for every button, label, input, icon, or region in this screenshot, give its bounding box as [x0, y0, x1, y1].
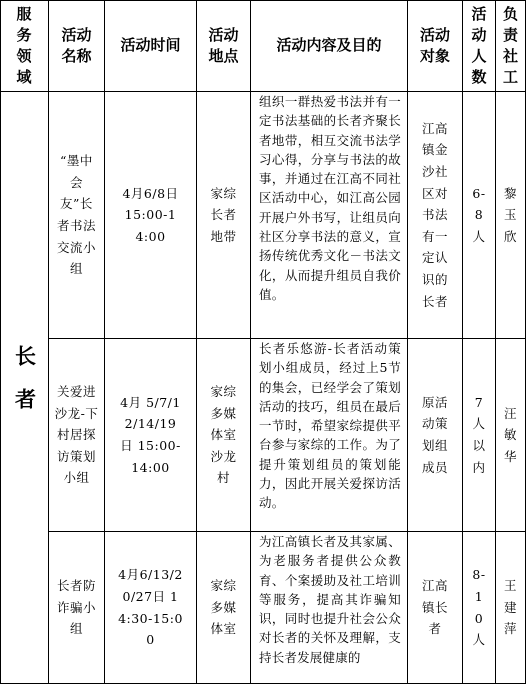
- row2-place: 家综多媒体室沙龙村: [210, 384, 237, 486]
- row1-worker: 黎玉欣: [503, 185, 517, 244]
- header-name: 活动名称: [61, 25, 92, 65]
- row3-time: 4月6/13/20/27日 14:30-15:00: [118, 567, 183, 648]
- row2-target: 原活动策划组成员: [421, 394, 448, 475]
- row3-worker: 王建萍: [503, 578, 517, 637]
- row3-count: 8-10人: [472, 567, 486, 648]
- header-domain: 服务领域: [16, 4, 32, 86]
- row1-place: 家综长者地带: [210, 185, 237, 244]
- header-worker: 负责社工: [502, 4, 518, 86]
- row3-place: 家综多媒体室: [210, 578, 237, 637]
- header-time: 活动时间: [120, 36, 181, 54]
- row2-content: 长者乐悠游-长者活动策划小组成员，经过上5节的集会，已经学会了策划活动的技巧，组员在最后一节时，希望家综提供平台参与家综的工作。为了提升策划组员的策划能力，因此开展关爱探访活动。: [259, 341, 401, 511]
- domain-cell: [1, 92, 48, 683]
- row3-content: 为江高镇长者及其家属、为老服务者提供公众教育、个案援助及社工培训等服务，提高其诈骗知识，同时也提升社会公众对长者的关怀及理解，支持长者发展健康的: [259, 534, 401, 665]
- row1-name: “墨中会友”长者书法交流小组: [57, 153, 97, 277]
- header-target: 活动对象: [419, 25, 450, 65]
- domain-value: 长者: [12, 344, 37, 431]
- row3-name: 长者防诈骗小组: [57, 578, 97, 637]
- row2-worker: 汪敏华: [503, 405, 517, 464]
- header-place: 活动地点: [208, 25, 239, 65]
- row2-time: 4月 5/7/12/14/19日 15:00-14:00: [120, 394, 181, 475]
- header-count: 活动人数: [471, 4, 487, 86]
- row1-content: 组织一群热爱书法并有一定书法基础的长者齐聚长者地带，相互交流书法学习心得，分享与书法的故事，并通过在江高不同社区活动中心，如江高公园开展户外书写，让组员向社区分享书法的意义，宣扬传统优秀文化－书法文化，从而提升组员自我价值。: [259, 94, 401, 302]
- row2-name: 关爱进沙龙-下村居探访策划小组: [54, 384, 99, 486]
- row3-target: 江高镇长者: [421, 578, 448, 637]
- row2-count: 7人以内: [472, 394, 486, 475]
- row1-time: 4月6/8日 15:00-14:00: [122, 185, 179, 244]
- row1-target: 江高镇金沙社区对书法有一定认识的长者: [421, 120, 448, 309]
- header-content: 活动内容及目的: [276, 36, 382, 54]
- row1-count: 6-8人: [472, 185, 486, 244]
